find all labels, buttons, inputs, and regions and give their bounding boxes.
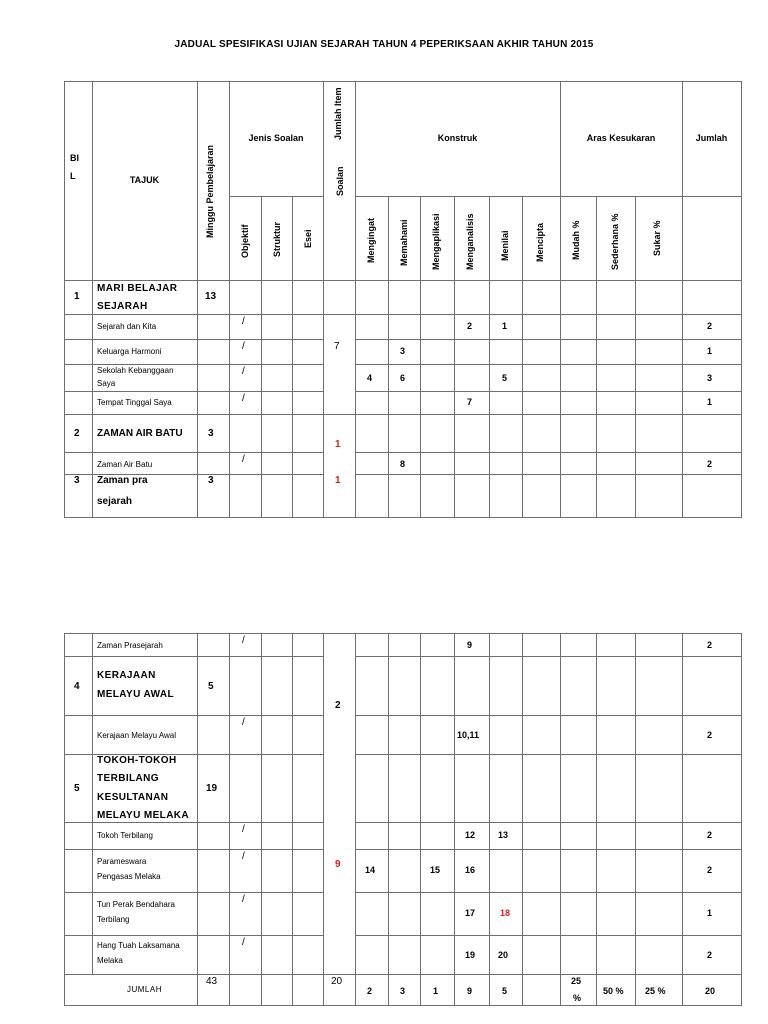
cell-menganalisis: 9 [467, 640, 473, 650]
tajuk-zaman-pra: Zaman pra [97, 474, 148, 486]
header-soalan: Soalan [335, 166, 345, 196]
minggu-1: 13 [205, 290, 217, 302]
tajuk-zaman-air-batu-sub: Zaman Air Batu [97, 459, 153, 469]
header-minggu: Minggu Pembelajaran [205, 144, 215, 238]
tajuk-sejarah-dan-kita: Sejarah dan Kita [97, 321, 157, 331]
header-jumlah-item: Jumlah Item [333, 87, 343, 140]
cell-memahami: 8 [400, 459, 406, 469]
header-esei: Esei [303, 229, 313, 248]
tajuk-zaman-air-batu: ZAMAN AIR BATU [97, 427, 183, 439]
cell-jumlah: 2 [707, 321, 713, 331]
tajuk-zaman-prasejarah: Zaman Prasejarah [97, 640, 163, 650]
obj-mark: / [242, 893, 245, 905]
minggu-5: 19 [206, 782, 218, 794]
tajuk-terbilang-sub: Terbilang [97, 915, 130, 924]
tajuk-pengasas-melaka: Pengasas Melaka [97, 872, 161, 881]
tajuk-parameswara: Parameswara [97, 857, 147, 866]
header-mengaplikasi: Mengaplikasi [431, 213, 441, 270]
cell-jumlah: 1 [707, 397, 713, 407]
total-mengaplikasi: 1 [433, 986, 439, 996]
header-tajuk: TAJUK [129, 175, 160, 185]
item-count: 1 [335, 438, 341, 450]
obj-mark: / [242, 453, 245, 465]
tajuk-sejarah-pra: sejarah [97, 495, 133, 507]
header-konstruk: Konstruk [437, 133, 478, 143]
tajuk-tempat-tinggal-saya: Tempat Tinggal Saya [97, 397, 172, 407]
total-sederhana: 50 % [603, 986, 624, 996]
header-menganalisis: Menganalisis [465, 213, 475, 270]
obj-mark: / [242, 936, 245, 948]
bil-2: 2 [74, 427, 80, 439]
tajuk-saya: Saya [97, 378, 116, 388]
cell-menilai: 20 [498, 950, 509, 960]
total-mudah-pct: % [573, 993, 582, 1003]
tajuk-kesultanan: KESULTANAN [97, 791, 169, 803]
header-struktur: Struktur [272, 221, 282, 257]
total-menilai: 5 [502, 986, 508, 996]
item-count: 2 [335, 699, 341, 711]
tajuk-sejarah: SEJARAH [97, 300, 148, 312]
cell-menilai: 13 [498, 830, 509, 840]
total-menganalisis: 9 [467, 986, 473, 996]
total-mudah: 25 [571, 976, 582, 986]
cell-menilai: 1 [502, 321, 508, 331]
bil-3: 3 [74, 474, 80, 486]
total-jumlah: 20 [705, 986, 716, 996]
cell-menganalisis: 7 [467, 397, 473, 407]
item-count: 9 [335, 858, 341, 870]
tajuk-melaka: Melaka [97, 956, 123, 965]
cell-menganalisis: 2 [467, 321, 473, 331]
cell-menganalisis: 12 [465, 830, 476, 840]
cell-jumlah: 1 [707, 908, 713, 918]
tajuk-mari-belajar: MARI BELAJAR [97, 282, 178, 294]
obj-mark: / [242, 823, 245, 835]
tajuk-melayu-awal: MELAYU AWAL [97, 688, 174, 700]
cell-menganalisis: 17 [465, 908, 476, 918]
header-bil: BI L [70, 153, 79, 181]
cell-jumlah: 2 [707, 640, 713, 650]
tajuk-kerajaan-melayu-awal: Kerajaan Melayu Awal [97, 730, 177, 740]
tajuk-hang-tuah: Hang Tuah Laksamana [97, 941, 180, 950]
header-menilai: Menilai [500, 230, 510, 261]
cell-menganalisis: 16 [465, 865, 476, 875]
obj-mark: / [242, 850, 245, 862]
cell-mengingat: 14 [365, 865, 376, 875]
obj-mark: / [242, 634, 245, 646]
header-mengingat: Mengingat [366, 218, 376, 263]
minggu-2: 3 [208, 427, 214, 439]
cell-jumlah: 2 [707, 459, 713, 469]
tajuk-sekolah-kebanggaan: Sekolah Kebanggaan [97, 365, 174, 375]
cell-menganalisis: 10,11 [457, 730, 480, 740]
cell-jumlah: 2 [707, 865, 713, 875]
header-sederhana: Sederhana % [610, 213, 620, 270]
obj-mark: / [242, 315, 245, 327]
minggu-3: 3 [208, 474, 214, 486]
header-jenis-soalan: Jenis Soalan [248, 133, 304, 143]
bil-1: 1 [74, 290, 80, 302]
cell-jumlah: 3 [707, 373, 713, 383]
cell-menilai: 5 [502, 373, 508, 383]
tajuk-melayu-melaka: MELAYU MELAKA [97, 809, 190, 821]
minggu-4: 5 [208, 680, 214, 692]
obj-mark: / [242, 716, 245, 728]
bil-4: 4 [74, 680, 80, 692]
cell-menilai: 18 [500, 908, 511, 918]
obj-mark: / [242, 365, 245, 377]
total-memahami: 3 [400, 986, 406, 996]
tajuk-tokoh-tokoh: TOKOH-TOKOH [97, 754, 177, 766]
total-mengingat: 2 [367, 986, 373, 996]
header-sukar: Sukar % [652, 220, 662, 256]
header-mudah: Mudah % [571, 220, 581, 260]
tajuk-tun-perak: Tun Perak Bendahara [97, 900, 175, 909]
cell-menganalisis: 19 [465, 950, 476, 960]
total-sukar: 25 % [645, 986, 666, 996]
item-count: 7 [334, 340, 340, 352]
cell-jumlah: 1 [707, 346, 713, 356]
header-mencipta: Mencipta [535, 222, 545, 262]
total-label: JUMLAH [126, 984, 162, 994]
tajuk-terbilang: TERBILANG [97, 772, 159, 784]
total-minggu: 43 [206, 975, 218, 987]
cell-jumlah: 2 [707, 830, 713, 840]
cell-jumlah: 2 [707, 950, 713, 960]
cell-jumlah: 2 [707, 730, 713, 740]
header-aras-kesukaran: Aras Kesukaran [586, 133, 656, 143]
bil-5: 5 [74, 782, 80, 794]
tajuk-tokoh-terbilang: Tokoh Terbilang [97, 830, 153, 840]
header-jumlah: Jumlah [695, 133, 728, 143]
header-objektif: Objektif [240, 224, 250, 258]
obj-mark: / [242, 340, 245, 352]
document-title: JADUAL SPESIFIKASI UJIAN SEJARAH TAHUN 4 PEPERIKSAAN AKHIR TAHUN 2015 [174, 39, 594, 50]
cell-mengaplikasi: 15 [430, 865, 441, 875]
cell-memahami: 3 [400, 346, 406, 356]
item-count: 1 [335, 474, 341, 486]
header-memahami: Memahami [399, 219, 409, 266]
tajuk-keluarga-harmoni: Keluarga Harmoni [97, 346, 162, 356]
total-item: 20 [331, 975, 343, 987]
cell-mengingat: 4 [367, 373, 373, 383]
cell-memahami: 6 [400, 373, 406, 383]
tajuk-kerajaan: KERAJAAN [97, 669, 156, 681]
obj-mark: / [242, 392, 245, 404]
